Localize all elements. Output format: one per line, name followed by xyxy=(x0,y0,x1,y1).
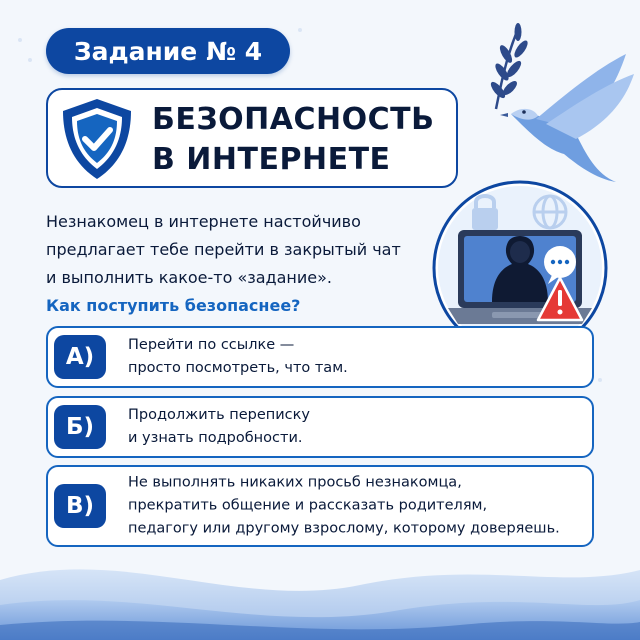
olive-branch-icon xyxy=(489,23,531,109)
question-ask: Как поступить безопаснее? xyxy=(46,296,301,315)
answer-text-a: Перейти по ссылке — просто посмотреть, что там. xyxy=(128,337,348,376)
answer-text-b: Продолжить переписку и узнать подробности. xyxy=(128,407,310,446)
title-line-1: БЕЗОПАСНОСТЬ xyxy=(152,102,435,137)
question-text xyxy=(46,208,426,320)
answer-option-b[interactable] xyxy=(46,396,594,458)
question-line-2: предлагает тебе перейти в закрытый чат xyxy=(46,240,401,259)
title-line-2: В ИНТЕРНЕТЕ xyxy=(152,142,391,177)
shield-check-icon xyxy=(58,96,136,182)
answer-text-c: Не выполнять никаких просьб незнакомца, прекратить общение и рассказать родителям, педагогу или другому взрослому, которому доверяешь. xyxy=(128,474,560,537)
task-badge: Задание № 4 xyxy=(46,28,290,74)
question-line-1: Незнакомец в интернете настойчиво xyxy=(46,212,361,231)
answer-letter-b: Б) xyxy=(54,405,106,449)
answer-letter-a: А) xyxy=(54,335,106,379)
answer-option-a[interactable] xyxy=(46,326,594,388)
page-title xyxy=(152,100,434,180)
dove-icon xyxy=(476,14,636,184)
answer-letter-c: В) xyxy=(54,484,106,528)
answer-option-c[interactable] xyxy=(46,465,594,547)
question-line-3: и выполнить какое-то «задание». xyxy=(46,268,332,287)
